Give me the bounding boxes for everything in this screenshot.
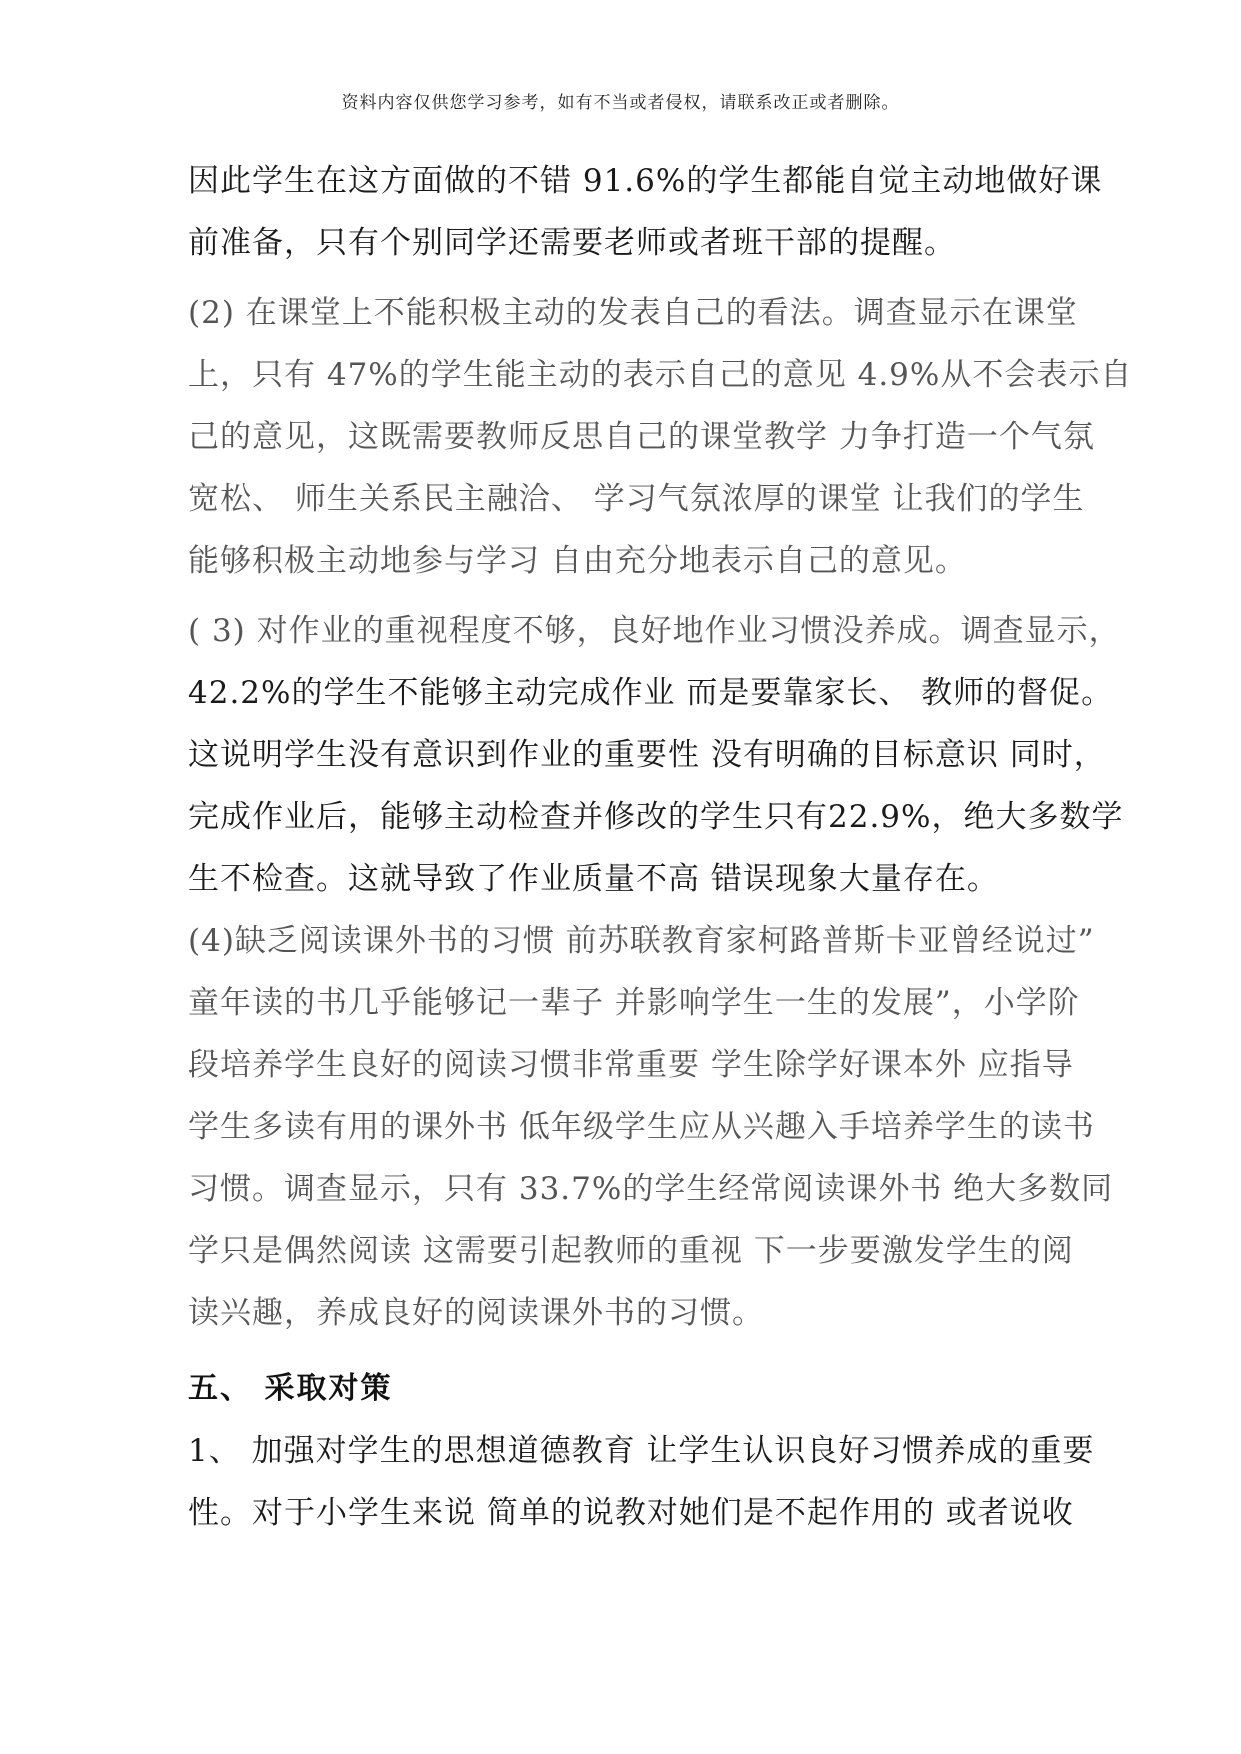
paragraph-4	[188, 910, 1114, 1344]
text-line: 42.2%的学生不能够主动完成作业 而是要靠家长、 教师的督促。	[188, 675, 1114, 711]
text-line: 宽松、 师生关系民主融洽、 学习气氛浓厚的课堂 让我们的学生	[188, 481, 1085, 517]
text-line: 前准备，只有个别同学还需要老师或者班干部的提醒。	[188, 225, 956, 261]
paragraph-2	[188, 282, 1133, 592]
text-line: 1、 加强对学生的思想道德教育 让学生认识良好习惯养成的重要	[188, 1433, 1095, 1469]
text-line: 段培养学生良好的阅读习惯非常重要 学生除学好课本外 应指导	[188, 1047, 1074, 1083]
text-line: 习惯。调查显示，只有 33.7%的学生经常阅读课外书 绝大多数同	[188, 1171, 1114, 1207]
text-line: 这说明学生没有意识到作业的重要性 没有明确的目标意识 同时，	[188, 737, 1106, 773]
text-line: 童年读的书几乎能够记一辈子 并影响学生一生的发展”，小学阶	[188, 985, 1080, 1021]
text-line: 读兴趣，养成良好的阅读课外书的习惯。	[188, 1295, 764, 1331]
document-body	[188, 150, 1133, 1544]
text-line: ( 3) 对作业的重视程度不够，良好地作业习惯没养成。调查显示，	[188, 613, 1121, 649]
text-line: 生不检查。这就导致了作业质量不高 错误现象大量存在。	[188, 861, 999, 897]
text-line: 上，只有 47%的学生能主动的表示自己的意见 4.9%从不会表示自	[188, 357, 1133, 393]
text-line: (2) 在课堂上不能积极主动的发表自己的看法。调查显示在课堂	[188, 295, 1078, 331]
text-line: 因此学生在这方面做的不错 91.6%的学生都能自觉主动地做好课	[188, 163, 1103, 199]
text-line: 学生多读有用的课外书 低年级学生应从兴趣入手培养学生的读书	[188, 1109, 1095, 1145]
paragraph-1	[188, 150, 1103, 274]
text-line: (4)缺乏阅读课外书的习惯 前苏联教育家柯路普斯卡亚曾经说过”	[188, 923, 1095, 959]
text-line: 能够积极主动地参与学习 自由充分地表示自己的意见。	[188, 543, 967, 579]
text-line: 完成作业后，能够主动检查并修改的学生只有22.9%，绝大多数学	[188, 799, 1124, 835]
text-line: 性。对于小学生来说 简单的说教对她们是不起作用的 或者说收	[188, 1495, 1074, 1531]
paragraph-3	[188, 600, 1124, 910]
text-line: 学只是偶然阅读 这需要引起教师的重视 下一步要激发学生的阅	[188, 1233, 1074, 1269]
section-heading: 五、 采取对策	[188, 1371, 393, 1406]
paragraph-5	[188, 1420, 1095, 1544]
disclaimer-header: 资料内容仅供您学习参考，如有不当或者侵权，请联系改正或者删除。	[341, 93, 900, 113]
text-line: 己的意见，这既需要教师反思自己的课堂教学 力争打造一个气氛	[188, 419, 1095, 455]
